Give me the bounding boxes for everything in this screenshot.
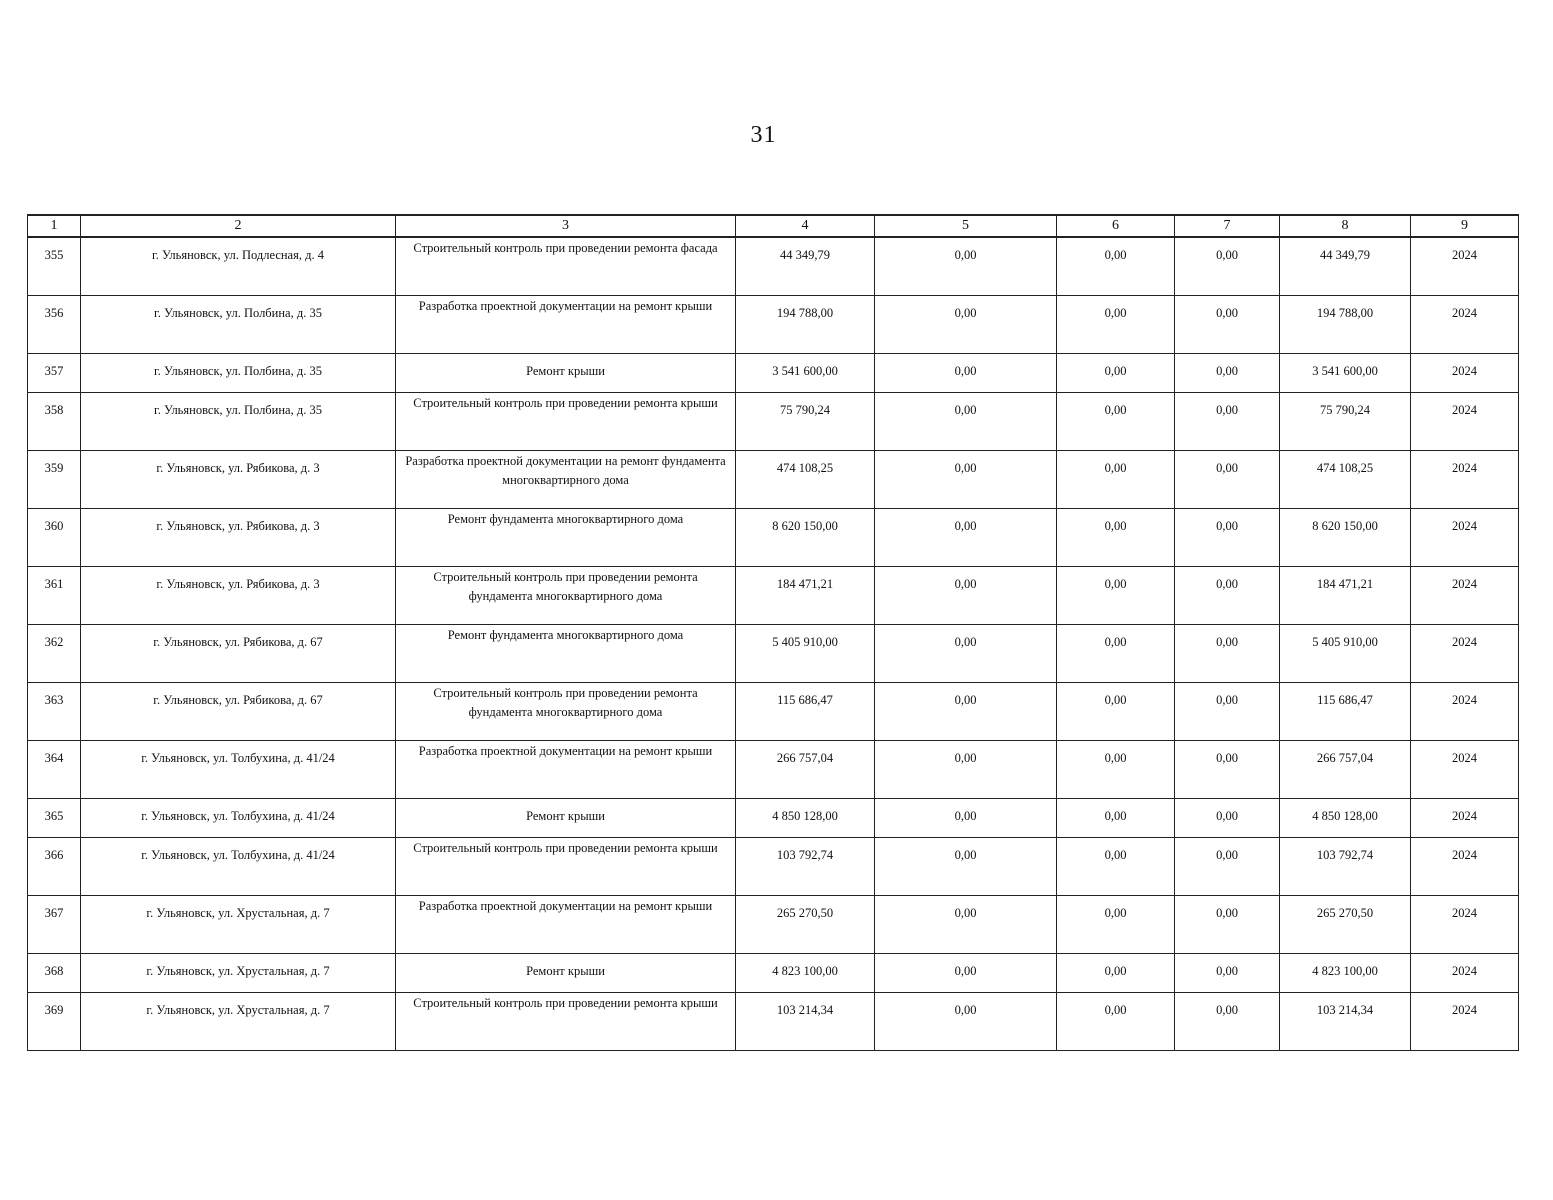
- amount-total-cell: 4 850 128,00: [736, 799, 875, 838]
- work-type-cell: Ремонт фундамента многоквартирного дома: [396, 509, 736, 567]
- column-number: 9: [1411, 215, 1519, 237]
- amount-col5-cell: 0,00: [875, 567, 1057, 625]
- year-cell: 2024: [1411, 896, 1519, 954]
- work-type-cell: Строительный контроль при проведении ремонта крыши: [396, 393, 736, 451]
- column-number: 2: [81, 215, 396, 237]
- amount-col5-cell: 0,00: [875, 237, 1057, 296]
- work-type-cell: Ремонт крыши: [396, 799, 736, 838]
- work-type-cell: Строительный контроль при проведении ремонта крыши: [396, 993, 736, 1051]
- amount-col8-cell: 103 214,34: [1280, 993, 1411, 1051]
- amount-col7-cell: 0,00: [1175, 393, 1280, 451]
- amount-col5-cell: 0,00: [875, 393, 1057, 451]
- amount-col7-cell: 0,00: [1175, 625, 1280, 683]
- row-number: 366: [28, 838, 81, 896]
- table-row: [28, 509, 1519, 567]
- table-row: [28, 354, 1519, 393]
- year-cell: 2024: [1411, 393, 1519, 451]
- register-table: [27, 214, 1519, 1051]
- year-cell: 2024: [1411, 237, 1519, 296]
- table-row: [28, 451, 1519, 509]
- table-row: [28, 625, 1519, 683]
- amount-total-cell: 5 405 910,00: [736, 625, 875, 683]
- amount-col6-cell: 0,00: [1057, 799, 1175, 838]
- row-number: 365: [28, 799, 81, 838]
- year-cell: 2024: [1411, 625, 1519, 683]
- amount-col5-cell: 0,00: [875, 625, 1057, 683]
- amount-col8-cell: 75 790,24: [1280, 393, 1411, 451]
- amount-col6-cell: 0,00: [1057, 838, 1175, 896]
- address-cell: г. Ульяновск, ул. Хрустальная, д. 7: [81, 896, 396, 954]
- amount-total-cell: 474 108,25: [736, 451, 875, 509]
- table-row: [28, 567, 1519, 625]
- amount-col6-cell: 0,00: [1057, 296, 1175, 354]
- year-cell: 2024: [1411, 509, 1519, 567]
- amount-col6-cell: 0,00: [1057, 393, 1175, 451]
- amount-col5-cell: 0,00: [875, 993, 1057, 1051]
- row-number: 359: [28, 451, 81, 509]
- amount-col8-cell: 115 686,47: [1280, 683, 1411, 741]
- table-row: [28, 799, 1519, 838]
- address-cell: г. Ульяновск, ул. Полбина, д. 35: [81, 393, 396, 451]
- table-row: [28, 237, 1519, 296]
- year-cell: 2024: [1411, 799, 1519, 838]
- column-number: 1: [28, 215, 81, 237]
- table-row: [28, 393, 1519, 451]
- address-cell: г. Ульяновск, ул. Толбухина, д. 41/24: [81, 838, 396, 896]
- address-cell: г. Ульяновск, ул. Хрустальная, д. 7: [81, 954, 396, 993]
- year-cell: 2024: [1411, 954, 1519, 993]
- amount-col5-cell: 0,00: [875, 509, 1057, 567]
- amount-col6-cell: 0,00: [1057, 237, 1175, 296]
- row-number: 369: [28, 993, 81, 1051]
- row-number: 357: [28, 354, 81, 393]
- address-cell: г. Ульяновск, ул. Хрустальная, д. 7: [81, 993, 396, 1051]
- amount-col8-cell: 103 792,74: [1280, 838, 1411, 896]
- amount-col7-cell: 0,00: [1175, 683, 1280, 741]
- address-cell: г. Ульяновск, ул. Рябикова, д. 3: [81, 451, 396, 509]
- year-cell: 2024: [1411, 451, 1519, 509]
- row-number: 364: [28, 741, 81, 799]
- amount-total-cell: 44 349,79: [736, 237, 875, 296]
- work-type-cell: Строительный контроль при проведении ремонта крыши: [396, 838, 736, 896]
- year-cell: 2024: [1411, 354, 1519, 393]
- amount-col5-cell: 0,00: [875, 799, 1057, 838]
- amount-col8-cell: 194 788,00: [1280, 296, 1411, 354]
- table-row: [28, 683, 1519, 741]
- table-row: [28, 296, 1519, 354]
- amount-total-cell: 184 471,21: [736, 567, 875, 625]
- amount-total-cell: 3 541 600,00: [736, 354, 875, 393]
- address-cell: г. Ульяновск, ул. Рябикова, д. 3: [81, 567, 396, 625]
- amount-total-cell: 265 270,50: [736, 896, 875, 954]
- address-cell: г. Ульяновск, ул. Рябикова, д. 67: [81, 625, 396, 683]
- work-type-cell: Строительный контроль при проведении ремонта фундамента многоквартирного дома: [396, 567, 736, 625]
- amount-col8-cell: 4 823 100,00: [1280, 954, 1411, 993]
- amount-total-cell: 103 792,74: [736, 838, 875, 896]
- row-number: 360: [28, 509, 81, 567]
- work-type-cell: Разработка проектной документации на ремонт крыши: [396, 296, 736, 354]
- amount-col7-cell: 0,00: [1175, 567, 1280, 625]
- amount-col5-cell: 0,00: [875, 683, 1057, 741]
- amount-col7-cell: 0,00: [1175, 954, 1280, 993]
- table-row: [28, 896, 1519, 954]
- amount-total-cell: 266 757,04: [736, 741, 875, 799]
- amount-col6-cell: 0,00: [1057, 896, 1175, 954]
- amount-total-cell: 103 214,34: [736, 993, 875, 1051]
- amount-col7-cell: 0,00: [1175, 509, 1280, 567]
- column-number: 6: [1057, 215, 1175, 237]
- amount-col7-cell: 0,00: [1175, 799, 1280, 838]
- amount-col8-cell: 266 757,04: [1280, 741, 1411, 799]
- row-number: 356: [28, 296, 81, 354]
- amount-total-cell: 8 620 150,00: [736, 509, 875, 567]
- amount-col5-cell: 0,00: [875, 741, 1057, 799]
- work-type-cell: Ремонт фундамента многоквартирного дома: [396, 625, 736, 683]
- amount-col6-cell: 0,00: [1057, 683, 1175, 741]
- amount-col8-cell: 265 270,50: [1280, 896, 1411, 954]
- amount-col7-cell: 0,00: [1175, 451, 1280, 509]
- work-type-cell: Разработка проектной документации на ремонт крыши: [396, 741, 736, 799]
- year-cell: 2024: [1411, 567, 1519, 625]
- amount-col8-cell: 4 850 128,00: [1280, 799, 1411, 838]
- amount-col8-cell: 5 405 910,00: [1280, 625, 1411, 683]
- year-cell: 2024: [1411, 838, 1519, 896]
- table-row: [28, 838, 1519, 896]
- amount-col6-cell: 0,00: [1057, 954, 1175, 993]
- amount-col5-cell: 0,00: [875, 838, 1057, 896]
- amount-col7-cell: 0,00: [1175, 354, 1280, 393]
- amount-col5-cell: 0,00: [875, 896, 1057, 954]
- amount-total-cell: 115 686,47: [736, 683, 875, 741]
- address-cell: г. Ульяновск, ул. Толбухина, д. 41/24: [81, 741, 396, 799]
- row-number: 355: [28, 237, 81, 296]
- row-number: 368: [28, 954, 81, 993]
- column-number: 8: [1280, 215, 1411, 237]
- address-cell: г. Ульяновск, ул. Толбухина, д. 41/24: [81, 799, 396, 838]
- work-type-cell: Строительный контроль при проведении ремонта фасада: [396, 237, 736, 296]
- amount-col7-cell: 0,00: [1175, 993, 1280, 1051]
- work-type-cell: Строительный контроль при проведении ремонта фундамента многоквартирного дома: [396, 683, 736, 741]
- amount-col6-cell: 0,00: [1057, 509, 1175, 567]
- year-cell: 2024: [1411, 296, 1519, 354]
- address-cell: г. Ульяновск, ул. Полбина, д. 35: [81, 354, 396, 393]
- row-number: 361: [28, 567, 81, 625]
- amount-col6-cell: 0,00: [1057, 354, 1175, 393]
- work-type-cell: Разработка проектной документации на ремонт фундамента многоквартирного дома: [396, 451, 736, 509]
- column-number: 5: [875, 215, 1057, 237]
- row-number: 362: [28, 625, 81, 683]
- amount-col6-cell: 0,00: [1057, 993, 1175, 1051]
- year-cell: 2024: [1411, 993, 1519, 1051]
- amount-col7-cell: 0,00: [1175, 896, 1280, 954]
- amount-col6-cell: 0,00: [1057, 451, 1175, 509]
- page-number: 31: [750, 122, 777, 148]
- amount-col8-cell: 8 620 150,00: [1280, 509, 1411, 567]
- address-cell: г. Ульяновск, ул. Полбина, д. 35: [81, 296, 396, 354]
- address-cell: г. Ульяновск, ул. Рябикова, д. 67: [81, 683, 396, 741]
- column-number: 3: [396, 215, 736, 237]
- year-cell: 2024: [1411, 683, 1519, 741]
- amount-col7-cell: 0,00: [1175, 296, 1280, 354]
- amount-col5-cell: 0,00: [875, 354, 1057, 393]
- amount-col5-cell: 0,00: [875, 296, 1057, 354]
- amount-col6-cell: 0,00: [1057, 625, 1175, 683]
- amount-total-cell: 4 823 100,00: [736, 954, 875, 993]
- row-number: 367: [28, 896, 81, 954]
- address-cell: г. Ульяновск, ул. Рябикова, д. 3: [81, 509, 396, 567]
- amount-col7-cell: 0,00: [1175, 741, 1280, 799]
- amount-col6-cell: 0,00: [1057, 567, 1175, 625]
- amount-col5-cell: 0,00: [875, 451, 1057, 509]
- column-number-row: [28, 215, 1519, 237]
- amount-col8-cell: 44 349,79: [1280, 237, 1411, 296]
- amount-total-cell: 194 788,00: [736, 296, 875, 354]
- address-cell: г. Ульяновск, ул. Подлесная, д. 4: [81, 237, 396, 296]
- work-type-cell: Ремонт крыши: [396, 954, 736, 993]
- table-row: [28, 954, 1519, 993]
- amount-col7-cell: 0,00: [1175, 237, 1280, 296]
- amount-total-cell: 75 790,24: [736, 393, 875, 451]
- amount-col8-cell: 184 471,21: [1280, 567, 1411, 625]
- work-type-cell: Разработка проектной документации на ремонт крыши: [396, 896, 736, 954]
- row-number: 358: [28, 393, 81, 451]
- amount-col7-cell: 0,00: [1175, 838, 1280, 896]
- amount-col8-cell: 474 108,25: [1280, 451, 1411, 509]
- amount-col8-cell: 3 541 600,00: [1280, 354, 1411, 393]
- column-number: 4: [736, 215, 875, 237]
- amount-col6-cell: 0,00: [1057, 741, 1175, 799]
- year-cell: 2024: [1411, 741, 1519, 799]
- column-number: 7: [1175, 215, 1280, 237]
- work-type-cell: Ремонт крыши: [396, 354, 736, 393]
- row-number: 363: [28, 683, 81, 741]
- table-row: [28, 741, 1519, 799]
- table-row: [28, 993, 1519, 1051]
- amount-col5-cell: 0,00: [875, 954, 1057, 993]
